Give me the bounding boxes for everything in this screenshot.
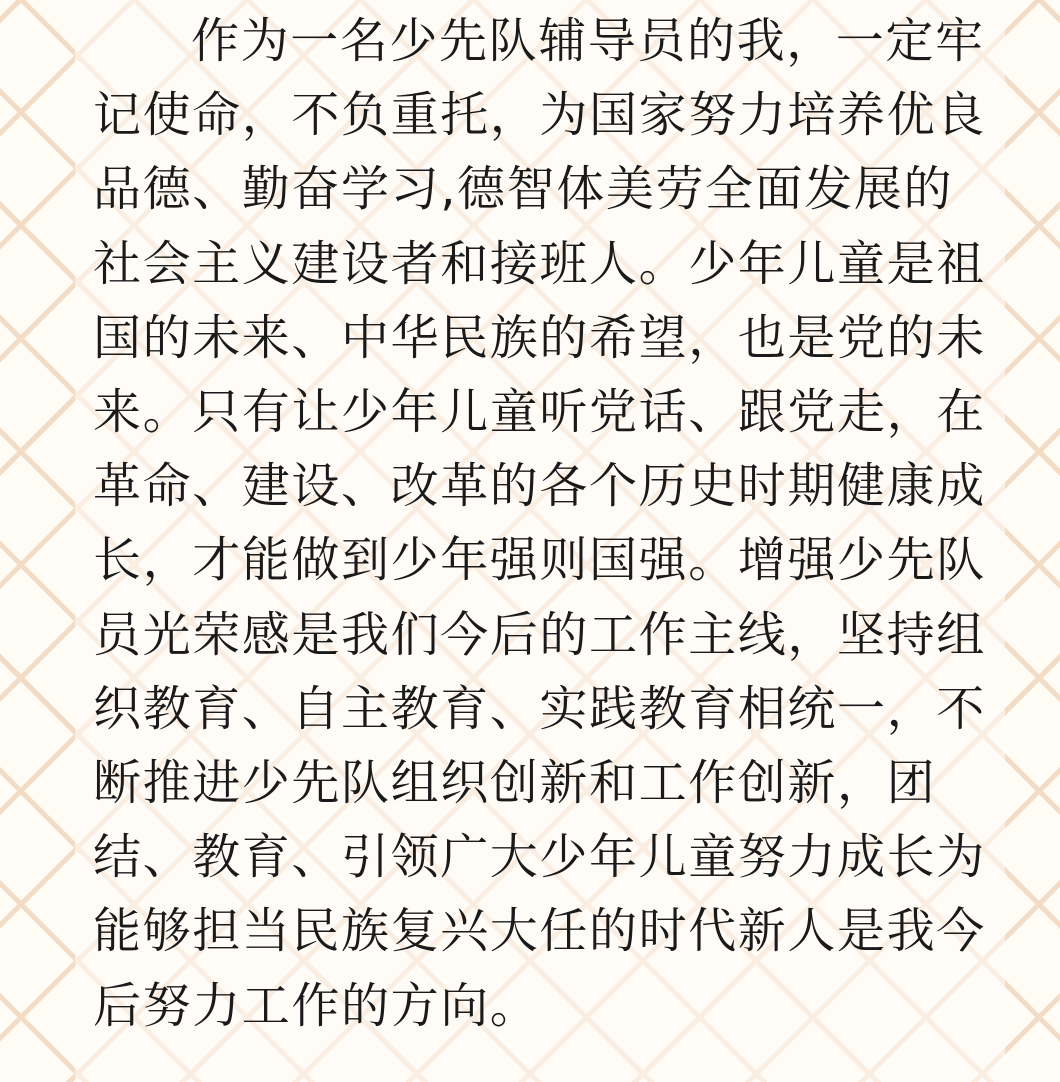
body-paragraph: 作为一名少先队辅导员的我，一定牢记使命，不负重托，为国家努力培养优良品德、勤奋学习,德智体美劳全面发展的社会主义建设者和接班人。少年儿童是祖国的未来、中华民族的希望，也是党的未来。只有让少年儿童听党话、跟党走，在革命、建设、改革的各个历史时期健康成长，才能做到少年强则国强。增强少先队员光荣感是我们今后的工作主线，坚持组织教育、自主教育、实践教育相统一，不断推进少先队组织创新和工作创新，团结、教育、引领广大少年儿童努力成长为能够担当民族复兴大任的时代新人是我今后努力工作的方向。 xyxy=(93,13,986,1034)
